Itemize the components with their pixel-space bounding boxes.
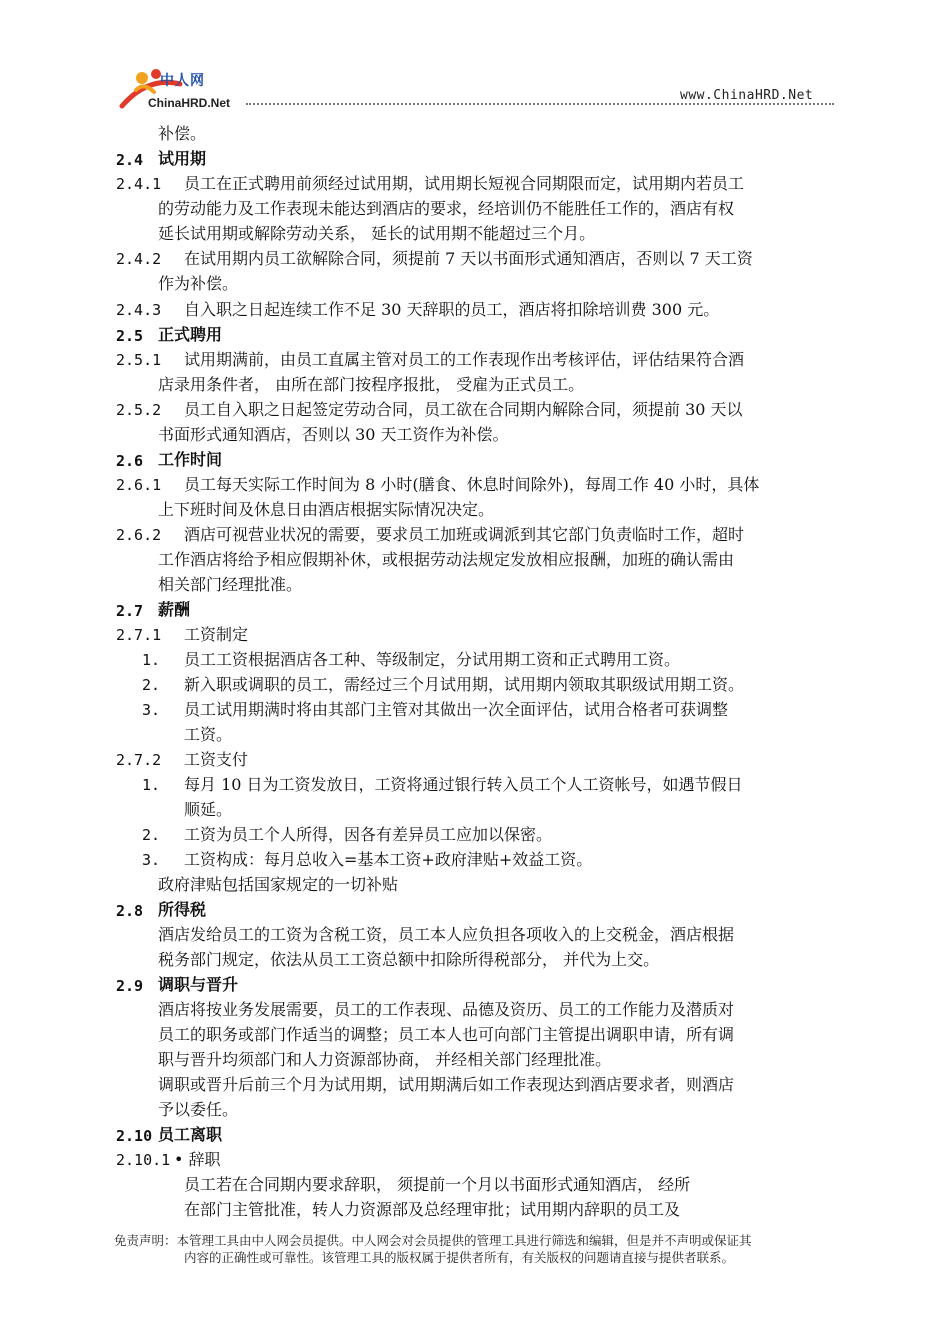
text-line: 的劳动能力及工作表现未能达到酒店的要求，经培训仍不能胜任工作的，酒店有权 [158, 199, 735, 218]
text-line: 予以委任。 [158, 1100, 239, 1119]
text-line: 税务部门规定，依法从员工工资总额中扣除所得税部分， 并代为上交。 [158, 950, 660, 969]
text-line: 员工的职务或部门作适当的调整；员工本人也可向部门主管提出调职申请，所有调 [158, 1025, 735, 1044]
list-item: 工资构成：每月总收入=基本工资+政府津贴+效益工资。 [184, 850, 593, 869]
disclaimer-line-1: 免责声明：本管理工具由中人网会员提供。中人网会对会员提供的管理工具进行筛选和编辑，但是并不声明或保证其 [114, 1233, 752, 1248]
text-line: 在部门主管批准，转人力资源部及总经理审批；试用期内辞职的员工及 [184, 1200, 681, 1219]
section-number: 2.4 [116, 151, 144, 169]
text-line: 员工若在合同期内要求辞职， 须提前一个月以书面形式通知酒店， 经所 [184, 1175, 691, 1194]
section-number: 2.6 [116, 452, 144, 470]
section-title: 试用期 [158, 149, 207, 168]
site-url[interactable]: www.ChinaHRD.Net [680, 88, 814, 103]
clause-title: 工资支付 [184, 750, 249, 769]
text-line: 员工每天实际工作时间为 8 小时(膳食、休息时间除外)，每周工作 40 小时，具体 [184, 475, 760, 494]
text-line: 酒店发给员工的工资为含税工资，员工本人应负担各项收入的上交税金，酒店根据 [158, 925, 735, 944]
section-number: 2.7 [116, 602, 144, 620]
clause-title: 工资制定 [184, 625, 249, 644]
section-title: 所得税 [158, 900, 207, 919]
list-item: 员工工资根据酒店各工种、等级制定，分试用期工资和正式聘用工资。 [184, 650, 681, 669]
clause-title: • 辞职 [174, 1150, 221, 1169]
text-line: 酒店可视营业状况的需要，要求员工加班或调派到其它部门负责临时工作，超时 [184, 525, 745, 544]
section-number: 2.8 [116, 902, 144, 920]
section-title: 薪酬 [158, 600, 191, 619]
list-item: 顺延。 [184, 800, 233, 819]
text-line: 员工自入职之日起签定劳动合同，员工欲在合同期内解除合同，须提前 30 天以 [184, 400, 743, 419]
section-number: 2.5 [116, 327, 144, 345]
text-line: 试用期满前，由员工直属主管对员工的工作表现作出考核评估，评估结果符合酒 [184, 350, 745, 369]
list-item: 工资为员工个人所得，因各有差异员工应加以保密。 [184, 825, 553, 844]
logo-chinese-text: 中人网 [160, 73, 205, 89]
text-line: 书面形式通知酒店，否则以 30 天工资作为补偿。 [158, 425, 509, 444]
text-line: 相关部门经理批准。 [158, 575, 303, 594]
text-line: 店录用条件者， 由所在部门按程序报批， 受雇为正式员工。 [158, 375, 585, 394]
text-line: 调职或晋升后前三个月为试用期，试用期满后如工作表现达到酒店要求者，则酒店 [158, 1075, 735, 1094]
text-line: 在试用期内员工欲解除合同，须提前 7 天以书面形式通知酒店，否则以 7 天工资 [184, 249, 753, 268]
list-item: 新入职或调职的员工，需经过三个月试用期，试用期内领取其职级试用期工资。 [184, 675, 745, 694]
section-title: 工作时间 [158, 450, 223, 469]
text-line: 自入职之日起连续工作不足 30 天辞职的员工，酒店将扣除培训费 300 元。 [184, 300, 720, 319]
text-line: 员工在正式聘用前须经过试用期，试用期长短视合同期限而定，试用期内若员工 [184, 174, 745, 193]
disclaimer-footer [114, 1232, 752, 1266]
text-line: 工作酒店将给予相应假期补休，或根据劳动法规定发放相应报酬，加班的确认需由 [158, 550, 735, 569]
section-number: 2.10 [116, 1127, 153, 1145]
page-header [0, 0, 950, 120]
list-item: 工资。 [184, 725, 233, 744]
list-item: 员工试用期满时将由其部门主管对其做出一次全面评估，试用合格者可获调整 [184, 700, 729, 719]
section-title: 调职与晋升 [158, 975, 239, 994]
header-divider [246, 103, 834, 105]
section-title: 员工离职 [158, 1125, 223, 1144]
section-number: 2.9 [116, 977, 144, 995]
text-line: 酒店将按业务发展需要，员工的工作表现、品德及资历、员工的工作能力及潜质对 [158, 1000, 735, 1019]
text-line: 补偿。 [158, 124, 207, 143]
text-line: 上下班时间及休息日由酒店根据实际情况决定。 [158, 500, 495, 519]
disclaimer-line-2: 内容的正确性或可靠性。该管理工具的版权属于提供者所有，有关版权的问题请直接与提供者联系。 [184, 1250, 735, 1265]
section-title: 正式聘用 [158, 325, 223, 344]
text-line: 政府津贴包括国家规定的一切补贴 [158, 875, 399, 894]
text-line: 职与晋升均须部门和人力资源部协商， 并经相关部门经理批准。 [158, 1050, 612, 1069]
list-item: 每月 10 日为工资发放日，工资将通过银行转入员工个人工资帐号，如遇节假日 [184, 775, 743, 794]
text-line: 延长试用期或解除劳动关系， 延长的试用期不能超过三个月。 [158, 224, 596, 243]
logo-english-text: ChinaHRD.Net [148, 96, 231, 110]
text-line: 作为补偿。 [158, 274, 239, 293]
